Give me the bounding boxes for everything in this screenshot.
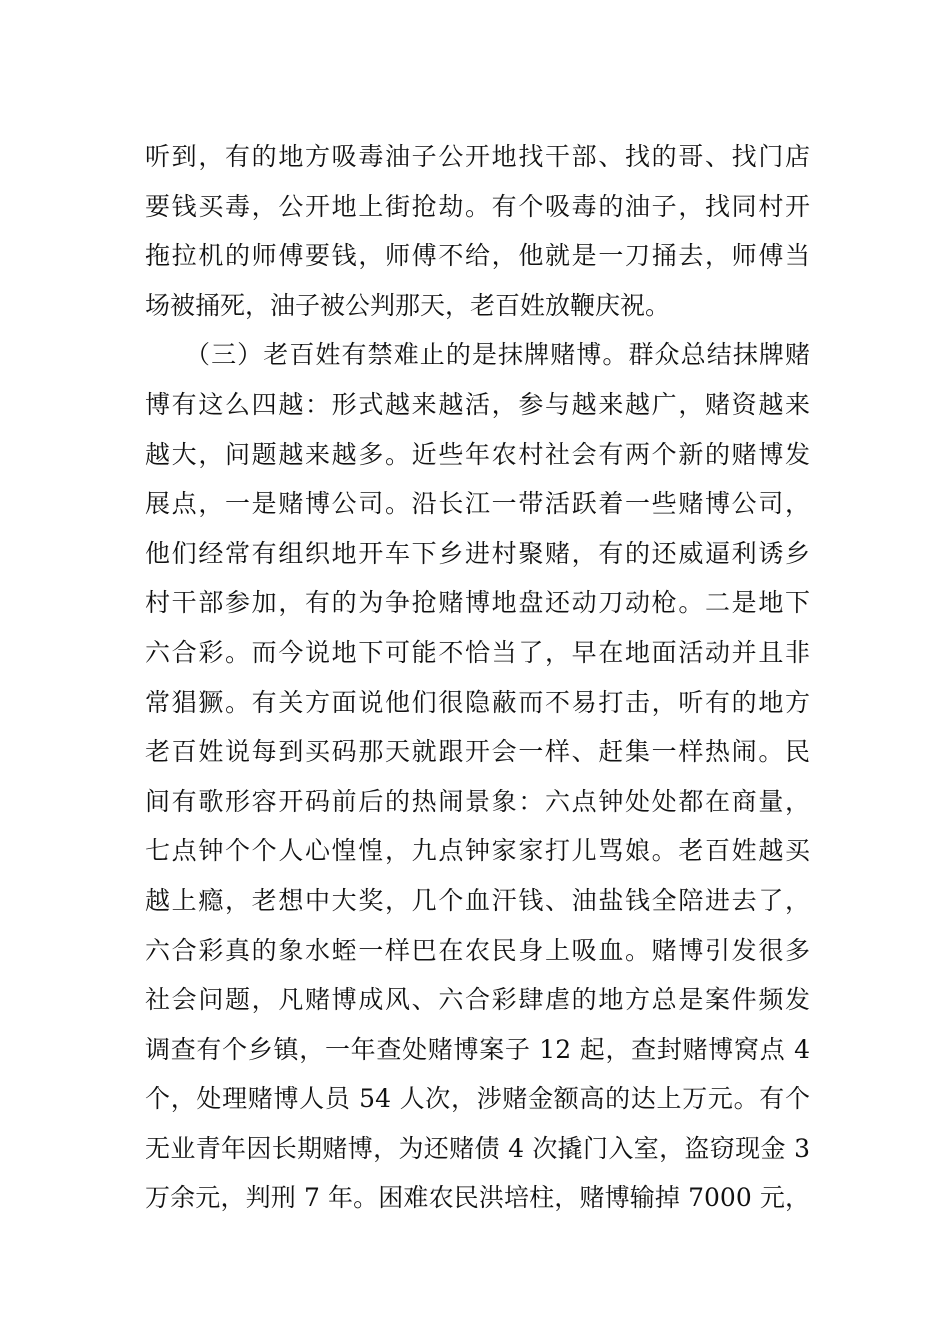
text-line: 万余元，判刑 7 年。困难农民洪培柱，赌博输掉 7000 元， — [145, 1183, 810, 1213]
body-text — [145, 132, 810, 1223]
text-line: 常猖獗。有关方面说他们很隐蔽而不易打击，听有的地方 — [145, 687, 810, 717]
text-line: 他们经常有组织地开车下乡进村聚赌，有的还威逼利诱乡 — [145, 538, 810, 568]
text-line: 要钱买毒，公开地上街抢劫。有个吸毒的油子，找同村开 — [145, 191, 810, 221]
text-line: 老百姓说每到买码那天就跟开会一样、赶集一样热闹。民 — [145, 737, 810, 767]
text-line: 七点钟个个人心惶惶，九点钟家家打儿骂娘。老百姓越买 — [145, 836, 810, 866]
section-heading-line: （三）老百姓有禁难止的是抹牌赌博。群众总结抹牌赌 — [185, 340, 810, 370]
text-line: 拖拉机的师傅要钱，师傅不给，他就是一刀捅去，师傅当 — [145, 241, 810, 271]
text-line: 个，处理赌博人员 54 人次，涉赌金额高的达上万元。有个 — [145, 1084, 810, 1114]
text-line: 六合彩真的象水蛭一样巴在农民身上吸血。赌博引发很多 — [145, 935, 810, 965]
text-line: 越大，问题越来越多。近些年农村社会有两个新的赌博发 — [145, 439, 810, 469]
text-line: 听到，有的地方吸毒油子公开地找干部、找的哥、找门店 — [145, 142, 810, 171]
text-line: 无业青年因长期赌博，为还赌债 4 次撬门入室，盗窃现金 3 — [145, 1133, 810, 1163]
text-line: 越上瘾，老想中大奖，几个血汗钱、油盐钱全陪进去了， — [145, 885, 810, 915]
text-line: 六合彩。而今说地下可能不恰当了，早在地面活动并且非 — [145, 637, 810, 667]
text-line: 社会问题，凡赌博成风、六合彩肆虐的地方总是案件频发 — [145, 985, 810, 1015]
text-line: 展点，一是赌博公司。沿长江一带活跃着一些赌博公司， — [145, 489, 810, 519]
text-line: 场被捅死，油子被公判那天，老百姓放鞭庆祝。 — [145, 290, 671, 320]
text-line: 村干部参加，有的为争抢赌博地盘还动刀动枪。二是地下 — [145, 588, 810, 618]
text-line: 调查有个乡镇，一年查处赌博案子 12 起，查封赌博窝点 4 — [145, 1034, 810, 1064]
text-line: 博有这么四越：形式越来越活，参与越来越广，赌资越来 — [145, 389, 810, 419]
text-line: 间有歌形容开码前后的热闹景象：六点钟处处都在商量， — [145, 786, 810, 816]
